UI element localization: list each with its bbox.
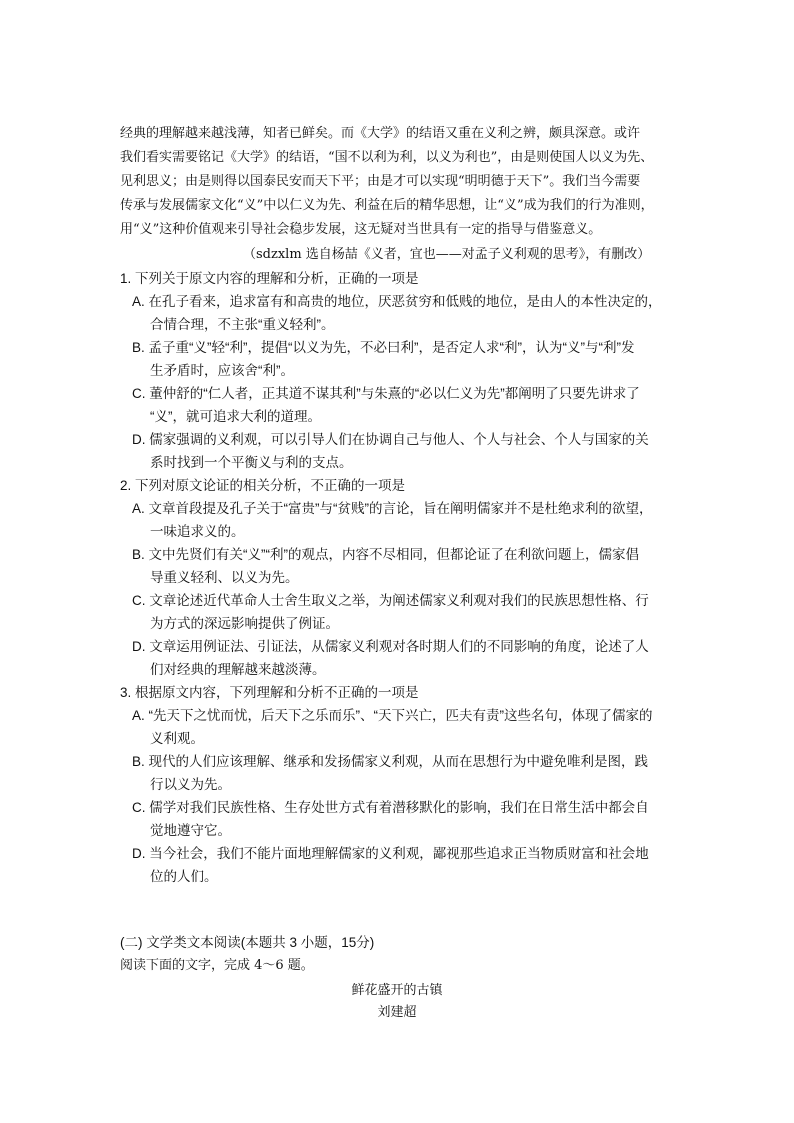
intro-line-5: 用“义”这种价值观来引导社会稳步发展，这无疑对当世具有一定的指导与借鉴意义。 — [120, 222, 602, 237]
section-instruction: 阅读下面的文字，完成 4～6 题。 — [120, 958, 314, 973]
story-author: 刘建超 — [377, 1005, 417, 1020]
intro-line-1: 经典的理解越来越浅薄，知者已鲜矣。而《大学》的结语又重在义利之辨，颇具深意。或许 — [120, 126, 641, 141]
story-title: 鲜花盛开的古镇 — [351, 983, 443, 998]
q1-option-a-line-2: 合情合理，不主张“重义轻利”。 — [150, 317, 335, 332]
source-note: （sdzxlm 选自杨喆《义者，宜也——对孟子义利观的思考》，有删改） — [243, 247, 651, 262]
intro-line-3: 见利思义；由是则得以国泰民安而天下平；由是才可以实现“明明德于天下”。我们当今需要 — [120, 174, 641, 189]
q1-option-d-line-1: D. 儒家强调的义利观，可以引导人们在协调自己与他人、个人与社会、个人与国家的关 — [132, 432, 649, 447]
q1-option-c-line-1: C. 董仲舒的“仁人者，正其道不谋其利”与朱熹的“必以仁义为先”都阐明了只要先讲求了 — [132, 386, 640, 401]
q3-option-c-line-2: 觉地遵守它。 — [150, 823, 231, 838]
q3-option-b-line-2: 行以义为先。 — [150, 777, 231, 792]
q3-option-c-line-1: C. 儒学对我们民族性格、生存处世方式有着潜移默化的影响，我们在日常生活中都会自 — [132, 800, 649, 815]
q3-stem: 3. 根据原文内容，下列理解和分析不正确的一项是 — [120, 685, 419, 700]
q3-option-a-line-2: 义利观。 — [150, 731, 204, 746]
q3-option-d-line-1: D. 当今社会，我们不能片面地理解儒家的义利观，鄙视那些追求正当物质财富和社会地 — [132, 846, 649, 861]
q2-option-b-line-2: 导重义轻利、以义为先。 — [150, 570, 299, 585]
q2-option-d-line-2: 们对经典的理解越来越淡薄。 — [150, 662, 326, 677]
intro-line-2: 我们看实需要铭记《大学》的结语，“国不以利为利，以义为利也”，由是则使国人以义为先、 — [120, 150, 654, 165]
q2-option-a-line-1: A. 文章首段提及孔子关于“富贵”与“贫贱”的言论，旨在阐明儒家并不是杜绝求利的欲望， — [132, 501, 653, 516]
q3-option-b-line-1: B. 现代的人们应该理解、继承和发扬儒家义利观，从而在思想行为中避免唯利是图，践 — [132, 754, 649, 769]
q2-option-b-line-1: B. 文中先贤们有关“义”“利”的观点，内容不尽相同，但都论证了在利欲问题上，儒家倡 — [132, 547, 639, 562]
q3-option-d-line-2: 位的人们。 — [150, 869, 218, 884]
q2-stem: 2. 下列对原文论证的相关分析，不正确的一项是 — [120, 478, 406, 493]
q1-option-b-line-2: 生矛盾时，应该舍“利”。 — [150, 363, 294, 378]
q1-option-b-line-1: B. 孟子重“义”轻“利”，提倡“以义为先，不必曰利”，是否定人求“利”，认为“义”与“利”发 — [132, 340, 635, 355]
q2-option-c-line-2: 为方式的深远影响提供了例证。 — [150, 616, 339, 631]
q2-option-a-line-2: 一味追求义的。 — [150, 524, 245, 539]
section-heading: (二) 文学类文本阅读(本题共 3 小题，15分) — [120, 935, 375, 950]
q2-option-d-line-1: D. 文章运用例证法、引证法，从儒家义利观对各时期人们的不同影响的角度，论述了人 — [132, 639, 649, 654]
q3-option-a-line-1: A. “先天下之忧而忧，后天下之乐而乐”、“天下兴亡，匹夫有责”这些名句，体现了儒家的 — [132, 708, 653, 723]
q2-option-c-line-1: C. 文章论述近代革命人士舍生取义之举，为阐述儒家义利观对我们的民族思想性格、行 — [132, 593, 649, 608]
q1-option-c-line-2: “义”，就可追求大利的道理。 — [150, 409, 321, 424]
q1-option-d-line-2: 系时找到一个平衡义与利的支点。 — [150, 455, 353, 470]
intro-line-4: 传承与发展儒家文化“义”中以仁义为先、利益在后的精华思想，让“义”成为我们的行为准则， — [120, 198, 654, 213]
q1-option-a-line-1: A. 在孔子看来，追求富有和高贵的地位，厌恶贫穷和低贱的地位，是由人的本性决定的， — [132, 294, 662, 309]
q1-stem: 1. 下列关于原文内容的理解和分析，正确的一项是 — [120, 271, 419, 286]
